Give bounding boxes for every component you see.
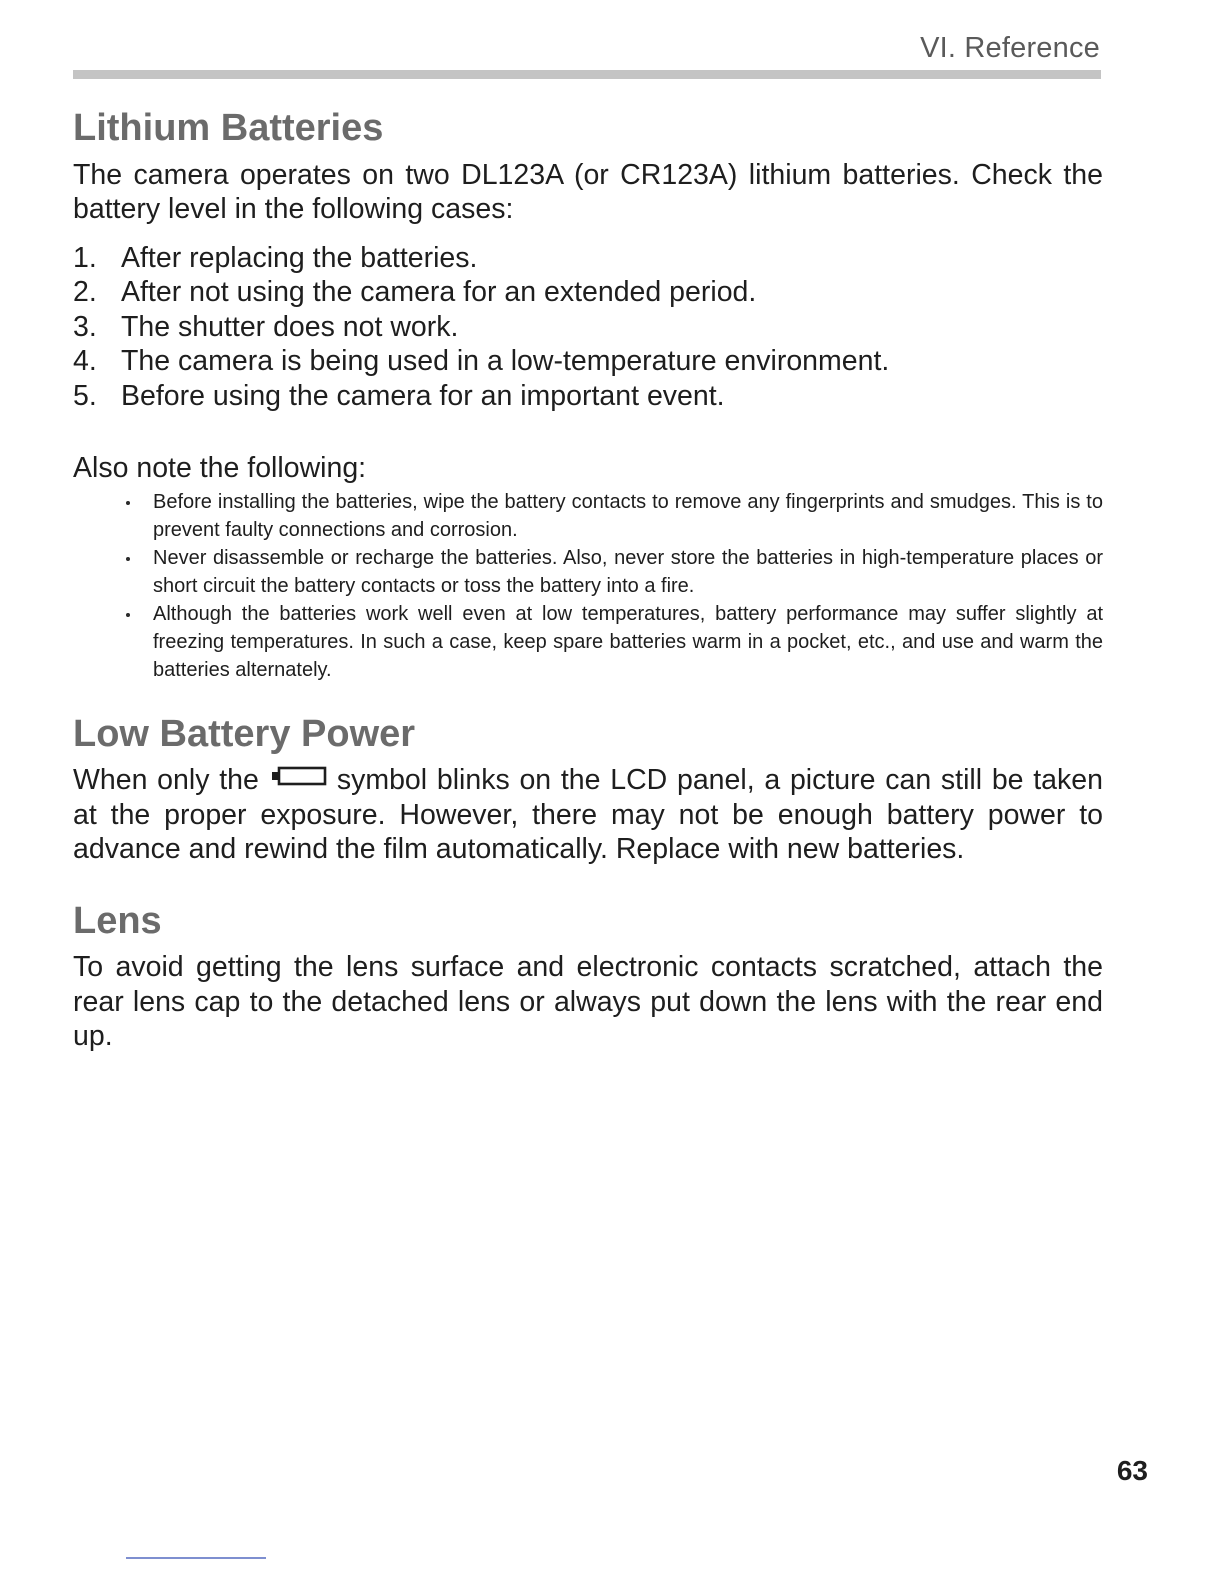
list-item-number: 4. [73, 345, 97, 378]
list-item-text: After replacing the batteries. [121, 241, 478, 274]
list-item-number: 3. [73, 310, 97, 343]
list-item-text: The shutter does not work. [121, 310, 459, 343]
page-number: 63 [1116, 1455, 1148, 1486]
list-item-number: 2. [73, 276, 97, 309]
list-item [73, 275, 1103, 310]
note-item: Although the batteries work well even at low temperatures, battery performance may suffer slightly at freezing temperatures. In such a case, keep spare batteries warm in a pocket, etc., and use and warm the batteries alternately. [153, 600, 1103, 684]
list-item-number: 5. [73, 379, 97, 412]
lithium-intro: The camera operates on two DL123A (or CR123A) lithium batteries. Check the battery level in the following cases: [73, 158, 1103, 226]
section-label: VI. Reference [920, 32, 1100, 64]
list-item [73, 241, 1103, 276]
list-item-text: After not using the camera for an extended period. [121, 276, 757, 309]
battery-icon [271, 761, 327, 796]
note-item: Before installing the batteries, wipe the battery contacts to remove any fingerprints and smudges. This is to prevent faulty connections and corrosion. [153, 488, 1103, 544]
list-item [73, 379, 1103, 414]
lens-text: To avoid getting the lens surface and electronic contacts scratched, attach the rear lens cap to the detached lens or always put down the lens with the rear end up. [73, 951, 1103, 1053]
low-battery-text [73, 763, 1103, 867]
note-item: Never disassemble or recharge the batteries. Also, never store the batteries in high-temperature places or short circuit the battery contacts or toss the battery into a fire. [153, 544, 1103, 600]
list-item [73, 310, 1103, 345]
scan-mark [126, 1557, 266, 1559]
low-battery-text-end: symbol blinks on the LCD panel, a picture can still be taken at the proper exposure. However, there may not be enough battery power to advance and rewind the film automatically. Replace with new batteries. [73, 764, 1103, 866]
notes-list [73, 488, 1103, 684]
list-item-number: 1. [73, 241, 97, 274]
low-battery-heading: Low Battery Power [73, 712, 416, 755]
low-battery-text-start: When only the [73, 764, 259, 797]
list-item [73, 344, 1103, 379]
header-rule [73, 70, 1101, 79]
lens-heading: Lens [73, 899, 162, 942]
also-note-label: Also note the following: [73, 452, 367, 485]
list-item-text: Before using the camera for an important event. [121, 379, 725, 412]
check-cases-list [73, 241, 1103, 414]
list-item-text: The camera is being used in a low-temperature environment. [121, 345, 890, 378]
page-content [73, 106, 1103, 1054]
lithium-batteries-heading: Lithium Batteries [73, 107, 384, 149]
